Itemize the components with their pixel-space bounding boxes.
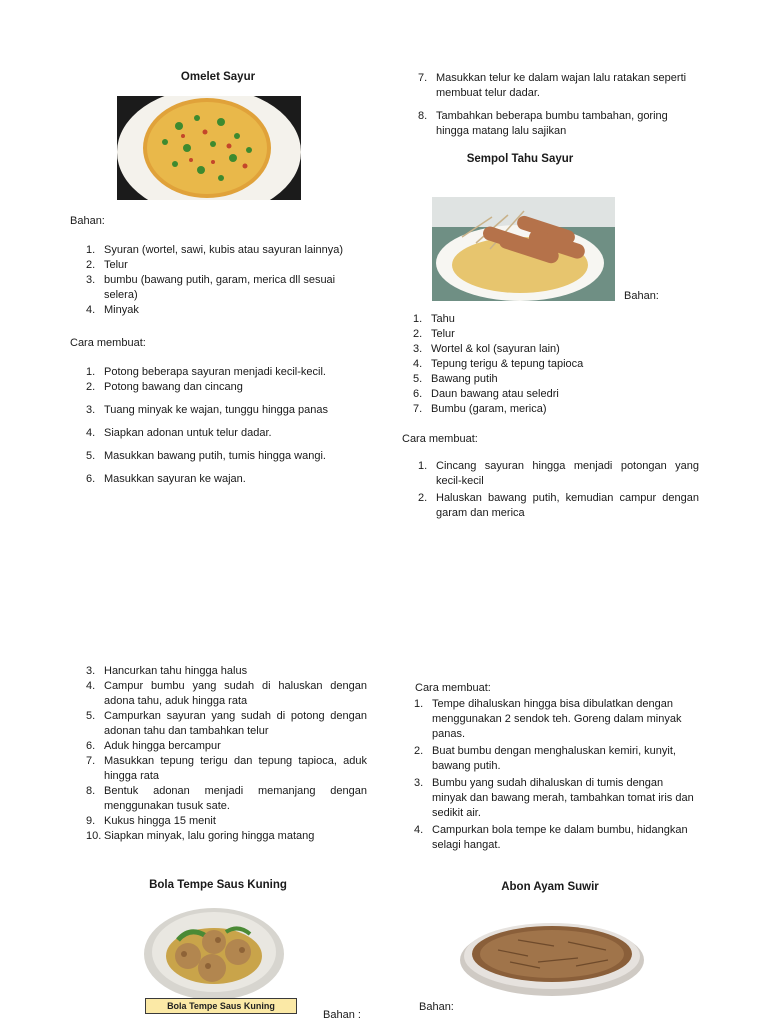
omelet-bahan-list	[86, 243, 362, 318]
list-item: 1. Potong beberapa sayuran menjadi kecil-kecil.	[86, 366, 326, 378]
bola-tempe-bahan-label: Bahan :	[323, 1009, 361, 1021]
bola-tempe-cara-list	[414, 697, 696, 853]
list-item: 5. Campurkan sayuran yang sudah di potong dengan adonan tahu dan tambahkan telur	[86, 710, 367, 737]
bola-tempe-cara-label: Cara membuat:	[415, 682, 491, 694]
sempol-bahan-list	[413, 312, 693, 417]
list-item: 6. Daun bawang atau seledri	[413, 388, 559, 400]
list-item: 4. Minyak	[86, 304, 139, 316]
list-item: 7. Bumbu (garam, merica)	[413, 403, 547, 415]
list-item: 4. Siapkan adonan untuk telur dadar.	[86, 427, 272, 439]
list-item: 1. Tempe dihaluskan hingga bisa dibulatkan dengan menggunakan 2 sendok teh. Goreng dalam minyak panas.	[414, 698, 682, 740]
list-item: 5. Bawang putih	[413, 373, 498, 385]
list-item: 3. Hancurkan tahu hingga halus	[86, 665, 248, 677]
list-item: 8. Tambahkan beberapa bumbu tambahan, goring hingga matang lalu sajikan	[418, 110, 668, 137]
omelet-photo	[117, 96, 301, 200]
list-item: 3. Tuang minyak ke wajan, tunggu hingga panas	[86, 404, 329, 416]
list-item: 1. Syuran (wortel, sawi, kubis atau sayuran lainnya)	[86, 244, 344, 256]
abon-bahan-label: Bahan:	[419, 1001, 454, 1013]
list-item: 6. Masukkan sayuran ke wajan.	[86, 473, 246, 485]
abon-photo	[458, 910, 648, 1000]
list-item: 2. Telur	[86, 259, 128, 271]
list-item: 1. Tahu	[413, 313, 455, 325]
omelet-bahan-label: Bahan:	[70, 215, 105, 227]
list-item: 7. Masukkan telur ke dalam wajan lalu ratakan seperti membuat telur dadar.	[418, 72, 687, 99]
list-item: 2. Haluskan bawang putih, kemudian campur dengan garam dan merica	[418, 492, 699, 519]
list-item: 5. Masukkan bawang putih, tumis hingga wangi.	[86, 450, 326, 462]
list-item: 2. Potong bawang dan cincang	[86, 381, 243, 393]
list-item: 2. Buat bumbu dengan menghaluskan kemiri, kunyit, bawang putih.	[414, 745, 676, 772]
list-item: 4. Campur bumbu yang sudah di haluskan dengan adona tahu, aduk hingga rata	[86, 680, 367, 707]
omelet-cara-label: Cara membuat:	[70, 337, 146, 349]
list-item: 7. Masukkan tepung terigu dan tepung tapioca, aduk hingga rata	[86, 755, 367, 782]
list-item: 3. Wortel & kol (sayuran lain)	[413, 343, 560, 355]
list-item: 4. Tepung terigu & tepung tapioca	[413, 358, 584, 370]
list-item: 10. Siapkan minyak, lalu goring hingga matang	[86, 830, 315, 842]
omelet-cara-list-continued	[418, 71, 690, 147]
sempol-bahan-label: Bahan:	[624, 290, 659, 302]
list-item: 3. bumbu (bawang putih, garam, merica dll sesuai selera)	[86, 274, 336, 301]
sempol-cara-list-continued	[86, 664, 367, 844]
sempol-title: Sempol Tahu Sayur	[466, 153, 574, 165]
abon-title: Abon Ayam Suwir	[501, 881, 599, 893]
omelet-title: Omelet Sayur	[180, 71, 256, 83]
sempol-cara-label: Cara membuat:	[402, 433, 478, 445]
omelet-cara-list	[86, 365, 366, 487]
bola-tempe-title: Bola Tempe Saus Kuning	[149, 879, 287, 891]
sempol-cara-list	[418, 459, 699, 523]
list-item: 4. Campurkan bola tempe ke dalam bumbu, hidangkan selagi hangat.	[414, 824, 688, 851]
list-item: 3. Bumbu yang sudah dihaluskan di tumis dengan minyak dan bawang merah, tambahkan tomat iris dan sedikit air.	[414, 777, 694, 819]
list-item: 9. Kukus hingga 15 menit	[86, 815, 216, 827]
bola-tempe-image-caption: Bola Tempe Saus Kuning	[145, 998, 297, 1014]
sempol-photo	[432, 197, 615, 301]
list-item: 2. Telur	[413, 328, 455, 340]
list-item: 6. Aduk hingga bercampur	[86, 740, 221, 752]
list-item: 1. Cincang sayuran hingga menjadi potongan yang kecil-kecil	[418, 460, 699, 487]
list-item: 8. Bentuk adonan menjadi memanjang dengan menggunakan tusuk sate.	[86, 785, 367, 812]
